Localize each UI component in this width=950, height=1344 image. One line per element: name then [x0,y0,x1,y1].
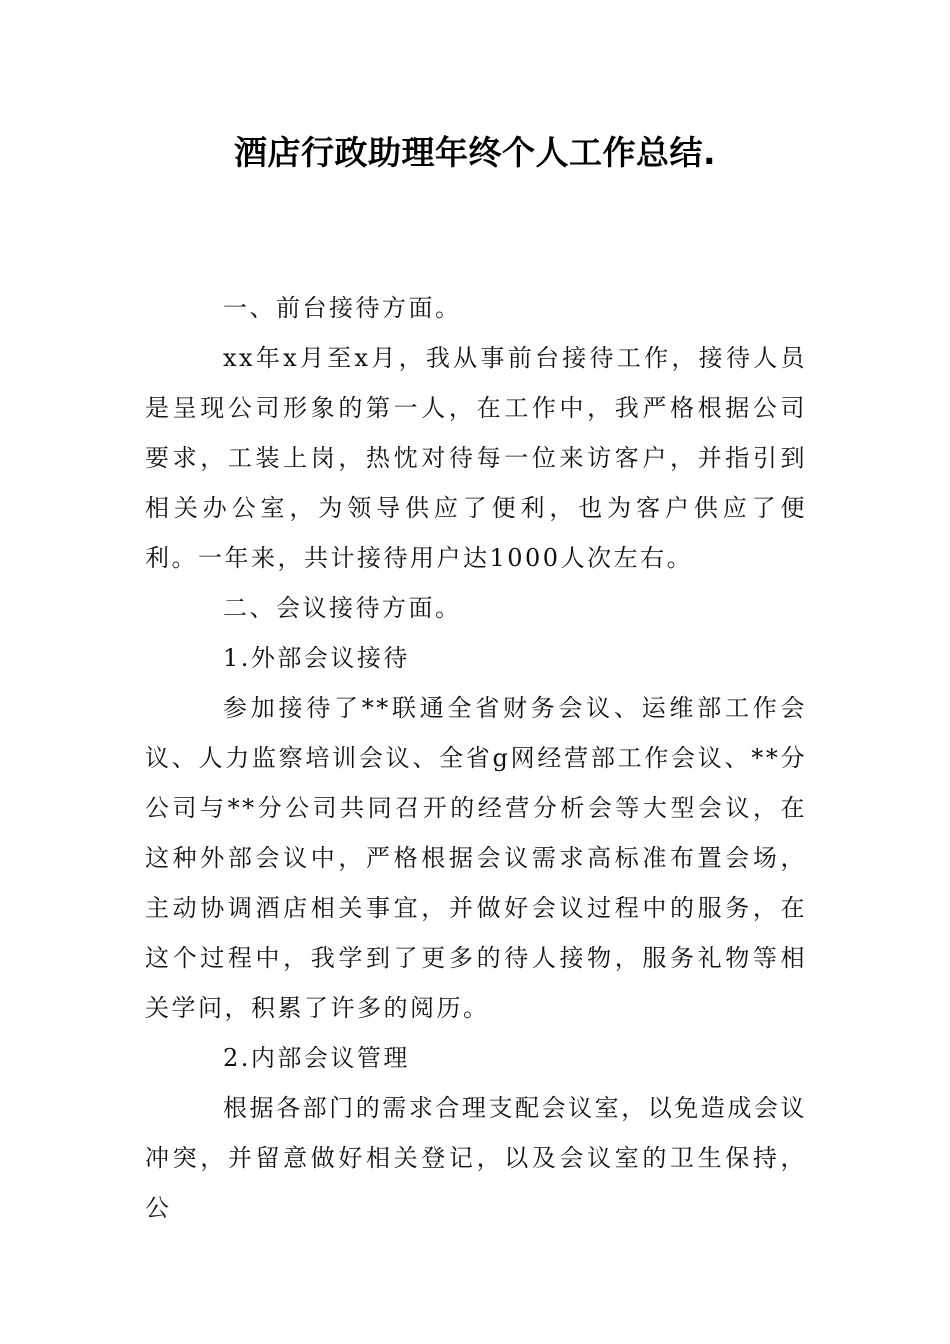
paragraph-internal-meetings: 根据各部门的需求合理支配会议室，以免造成会议冲突，并留意做好相关登记，以及会议室的卫生保持，公 [145,1094,807,1222]
section-heading-front-desk: 一、前台接待方面。 [223,294,462,322]
subheading-external-meetings: 1.外部会议接待 [223,644,410,672]
subheading-internal-meetings: 2.内部会议管理 [223,1044,410,1072]
paragraph-external-meetings: 参加接待了**联通全省财务会议、运维部工作会议、人力监察培训会议、全省g网经营部工作会议、**分公司与**分公司共同召开的经营分析会等大型会议，在这种外部会议中，严格根据会议需求高标准布置会场，主动协调酒店相关事宜，并做好会议过程中的服务，在这个过程中，我学到了更多的待人接物，服务礼物等相关学问，积累了许多的阅历。 [145,694,807,1022]
document-body [145,283,807,1233]
document-title: 酒店行政助理年终个人工作总结. [233,133,717,172]
section-heading-meetings: 二、会议接待方面。 [223,594,462,622]
paragraph-front-desk: xx年x月至x月，我从事前台接待工作，接待人员是呈现公司形象的第一人，在工作中，我严格根据公司要求，工装上岗，热忱对待每一位来访客户，并指引到相关办公室，为领导供应了便利，也为客户供应了便利。一年来，共计接待用户达1000人次左右。 [145,344,807,572]
